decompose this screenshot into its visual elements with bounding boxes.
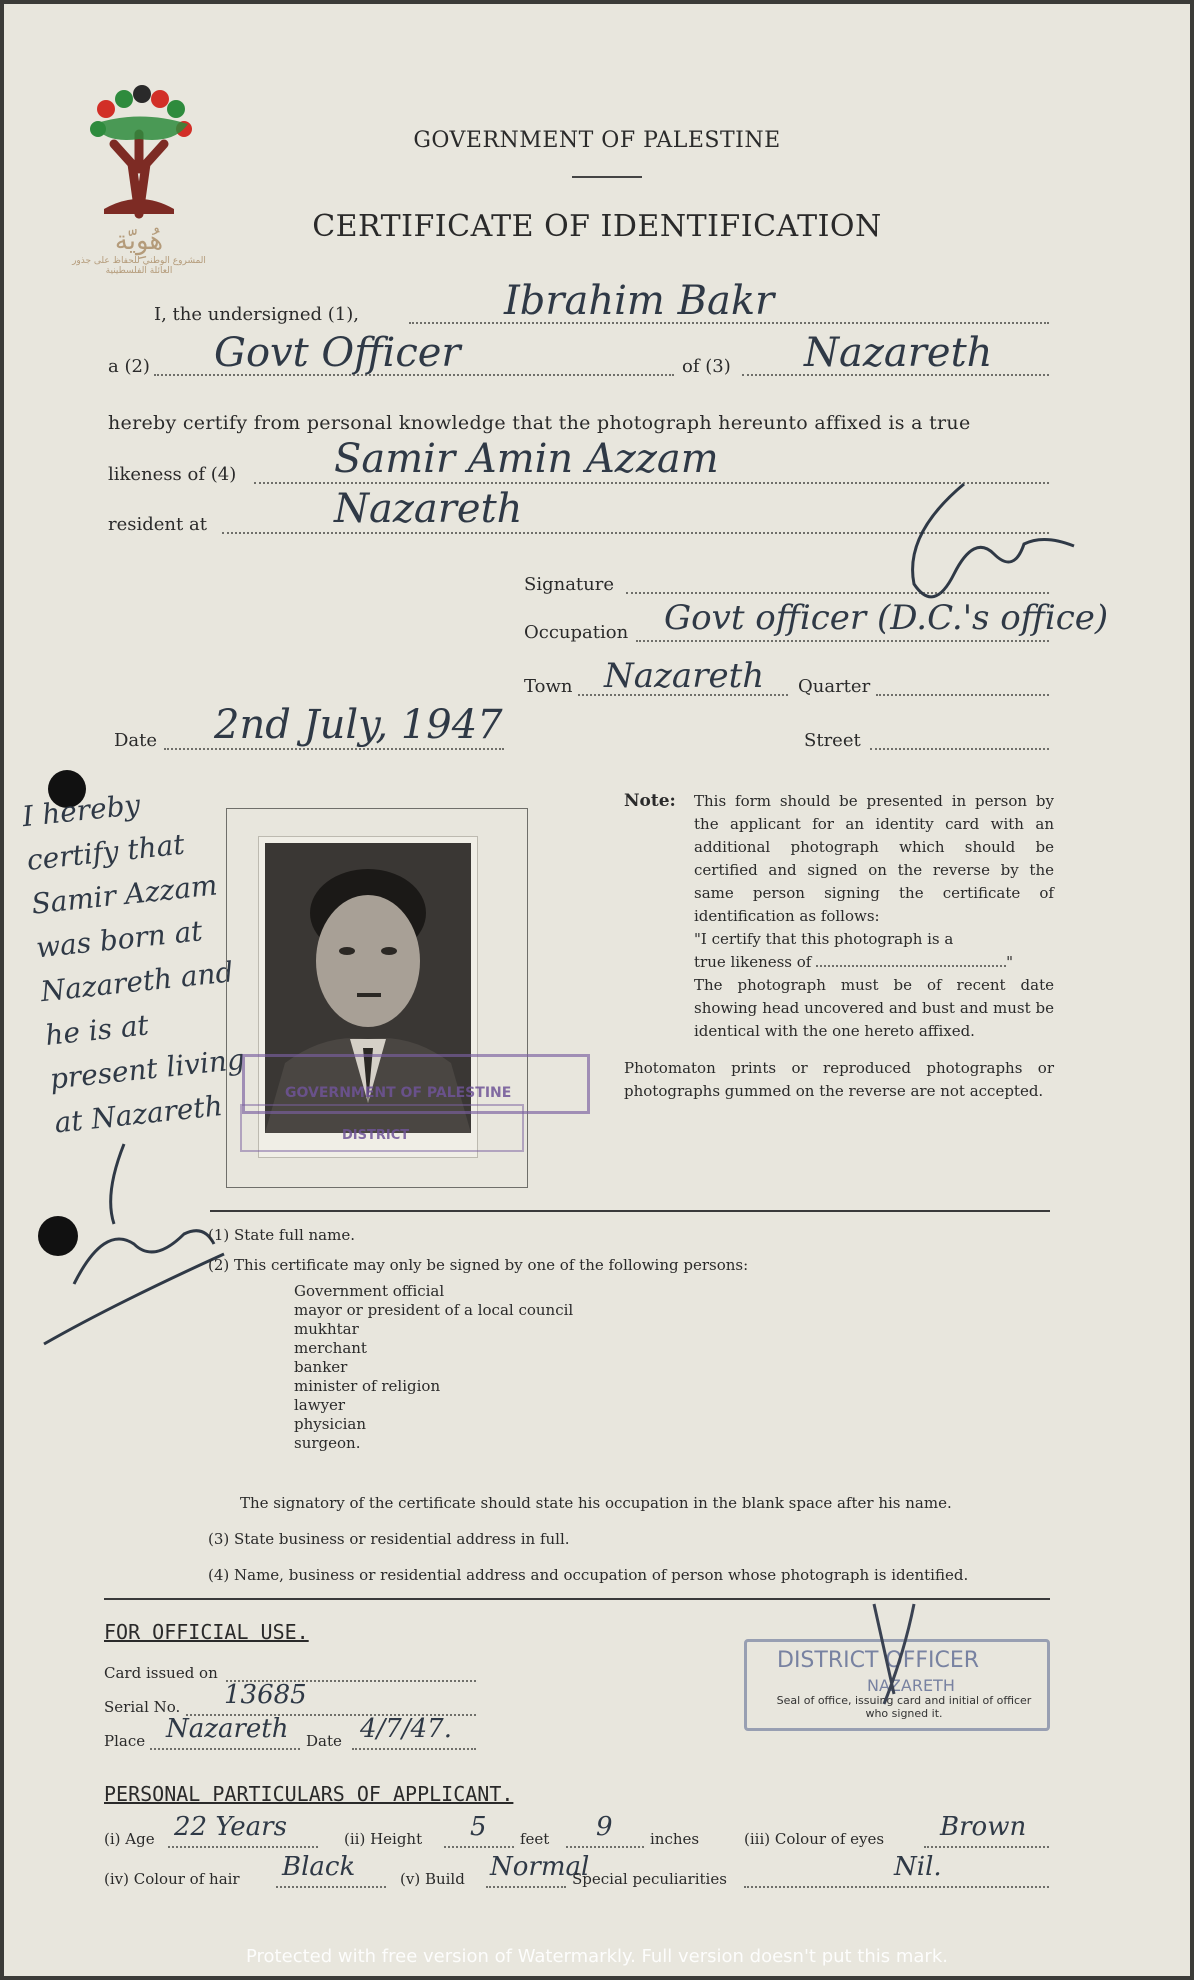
footnote-4: (4) Name, business or residential address and occupation of person whose photograph is identified. [208,1566,969,1584]
resident-label: resident at [108,514,207,535]
signer-item: minister of religion [294,1377,441,1395]
note-quote-2-text: true likeness of [694,953,812,971]
special-label: Special peculiarities [572,1870,727,1888]
quarter-label: Quarter [798,676,871,697]
margin-note-line: Nazareth and [39,955,235,1009]
signer-item: mayor or president of a local council [294,1301,574,1319]
age-line [168,1846,318,1848]
height-label: (ii) Height [344,1830,423,1848]
certify-text: hereby certify from personal knowledge that the photograph hereunto affixed is a true [108,412,971,434]
signer-item: banker [294,1358,348,1376]
street-line [870,748,1049,750]
certificate-title: CERTIFICATE OF IDENTIFICATION [312,209,882,244]
date-label: Date [114,730,158,751]
seal-caption: Seal of office, issuing card and initial of officer who signed it. [776,1694,1032,1720]
height-feet-value: 5 [470,1812,487,1842]
logo-arabic-title: هُوِيّة [114,226,164,256]
of-label: of (3) [682,356,731,377]
serial-label: Serial No. [104,1698,181,1716]
signatory-note: The signatory of the certificate should state his occupation in the blank space after his name. [240,1494,952,1512]
build-label: (v) Build [400,1870,465,1888]
card-issued-label: Card issued on [104,1664,218,1682]
margin-note-line: present living [48,1042,247,1096]
signature-label: Signature [524,574,615,595]
stamp-sub: NAZARETH [867,1676,955,1695]
footnote-3: (3) State business or residential address in full. [208,1530,570,1548]
note-photomaton: Photomaton prints or reproduced photographs or photographs gummed on the reverse are not accepted. [624,1059,1054,1100]
eyes-value: Brown [940,1812,1027,1842]
place-line [150,1748,300,1750]
a-value: Govt Officer [214,330,461,376]
occupation-value: Govt officer (D.C.'s office) [664,598,1109,638]
footnote-2: (2) This certificate may only be signed by one of the following persons: [208,1256,749,1274]
signer-item: lawyer [294,1396,346,1414]
special-line [744,1886,1049,1888]
signer-item: merchant [294,1339,367,1357]
stamp-line-2: DISTRICT [342,1128,410,1143]
eyes-label: (iii) Colour of eyes [744,1830,885,1848]
build-value: Normal [490,1852,590,1882]
official-use-heading: FOR OFFICIAL USE. [104,1620,309,1644]
date-line [164,748,504,750]
town-label: Town [524,676,573,697]
margin-note-line: he is at [43,1008,151,1053]
margin-note-line: I hereby [20,788,142,834]
particulars-heading: PERSONAL PARTICULARS OF APPLICANT. [104,1782,514,1806]
signer-item: Government official [294,1282,445,1300]
street-label: Street [804,730,861,751]
signer-item: physician [294,1415,367,1433]
footnote-1: (1) State full name. [208,1226,355,1244]
age-value: 22 Years [174,1812,287,1842]
date-official-line [352,1748,476,1750]
stamp-line-1: GOVERNMENT OF PALESTINE [285,1085,512,1101]
note-body: This form should be presented in person by the applicant for an identity card with an additional photograph which should be certified and signed on the reverse by the same person signing the certificate of identification as follows: [694,792,1054,925]
likeness-value: Samir Amin Azzam [334,436,719,482]
special-value: Nil. [894,1852,942,1882]
inches-label: inches [650,1830,700,1848]
feet-label: feet [520,1830,550,1848]
height-inches-line [566,1846,644,1848]
height-feet-line [444,1846,514,1848]
date-official-value: 4/7/47. [360,1714,452,1744]
serial-value: 13685 [224,1680,307,1710]
stamp-title: DISTRICT OFFICER [777,1648,980,1673]
note-body-2: The photograph must be of recent date showing head uncovered and bust and must be identical with the one hereto affixed. [694,976,1054,1040]
family-tree-logo [84,64,194,284]
town-value: Nazareth [604,656,765,696]
age-label: (i) Age [104,1830,155,1848]
occupation-line [636,640,1049,642]
note-block [624,790,1054,1103]
divider-1 [210,1210,1050,1212]
margin-signature [34,1134,234,1354]
undersigned-value: Ibrahim Bakr [504,278,775,324]
hair-label: (iv) Colour of hair [104,1870,240,1888]
place-value: Nazareth [166,1714,289,1744]
quarter-line [876,694,1049,696]
place-label: Place [104,1732,146,1750]
undersigned-label: I, the undersigned (1), [154,304,359,325]
height-inches-value: 9 [596,1812,613,1842]
watermark-text: Protected with free version of Watermarkly. Full version doesn't put this mark. [246,1946,948,1967]
margin-note [20,775,256,1146]
signature-scribble [844,474,1084,614]
date-official-label: Date [306,1732,342,1750]
margin-note-line: at Nazareth [52,1089,225,1140]
margin-note-line: certify that [25,827,187,877]
government-heading: GOVERNMENT OF PALESTINE [413,128,781,153]
resident-value: Nazareth [334,486,523,532]
hair-line [276,1886,386,1888]
eyes-line [924,1846,1049,1848]
of-value: Nazareth [804,330,993,376]
margin-note-line: was born at [34,914,204,965]
logo-caption: المشروع الوطني للحفاظ على جذور العائلة الفلسطينية [72,256,206,276]
note-quote-2: true likeness of " [694,953,1014,971]
signer-item: mukhtar [294,1320,359,1338]
signer-list [294,1282,573,1453]
note-heading: Note: [624,791,676,811]
build-line [486,1886,566,1888]
date-value: 2nd July, 1947 [214,702,503,748]
a-label: a (2) [108,356,150,377]
district-stamp [240,1104,524,1152]
occupation-label: Occupation [524,622,629,643]
note-quote-1: "I certify that this photograph is a [694,930,954,948]
likeness-label: likeness of (4) [108,464,237,485]
header-divider [572,176,642,178]
certificate-page [4,4,1190,1976]
signer-item: surgeon. [294,1434,361,1452]
margin-note-line: Samir Azzam [29,868,219,921]
hair-value: Black [282,1852,356,1882]
stamp-initial-scribble [834,1594,954,1714]
